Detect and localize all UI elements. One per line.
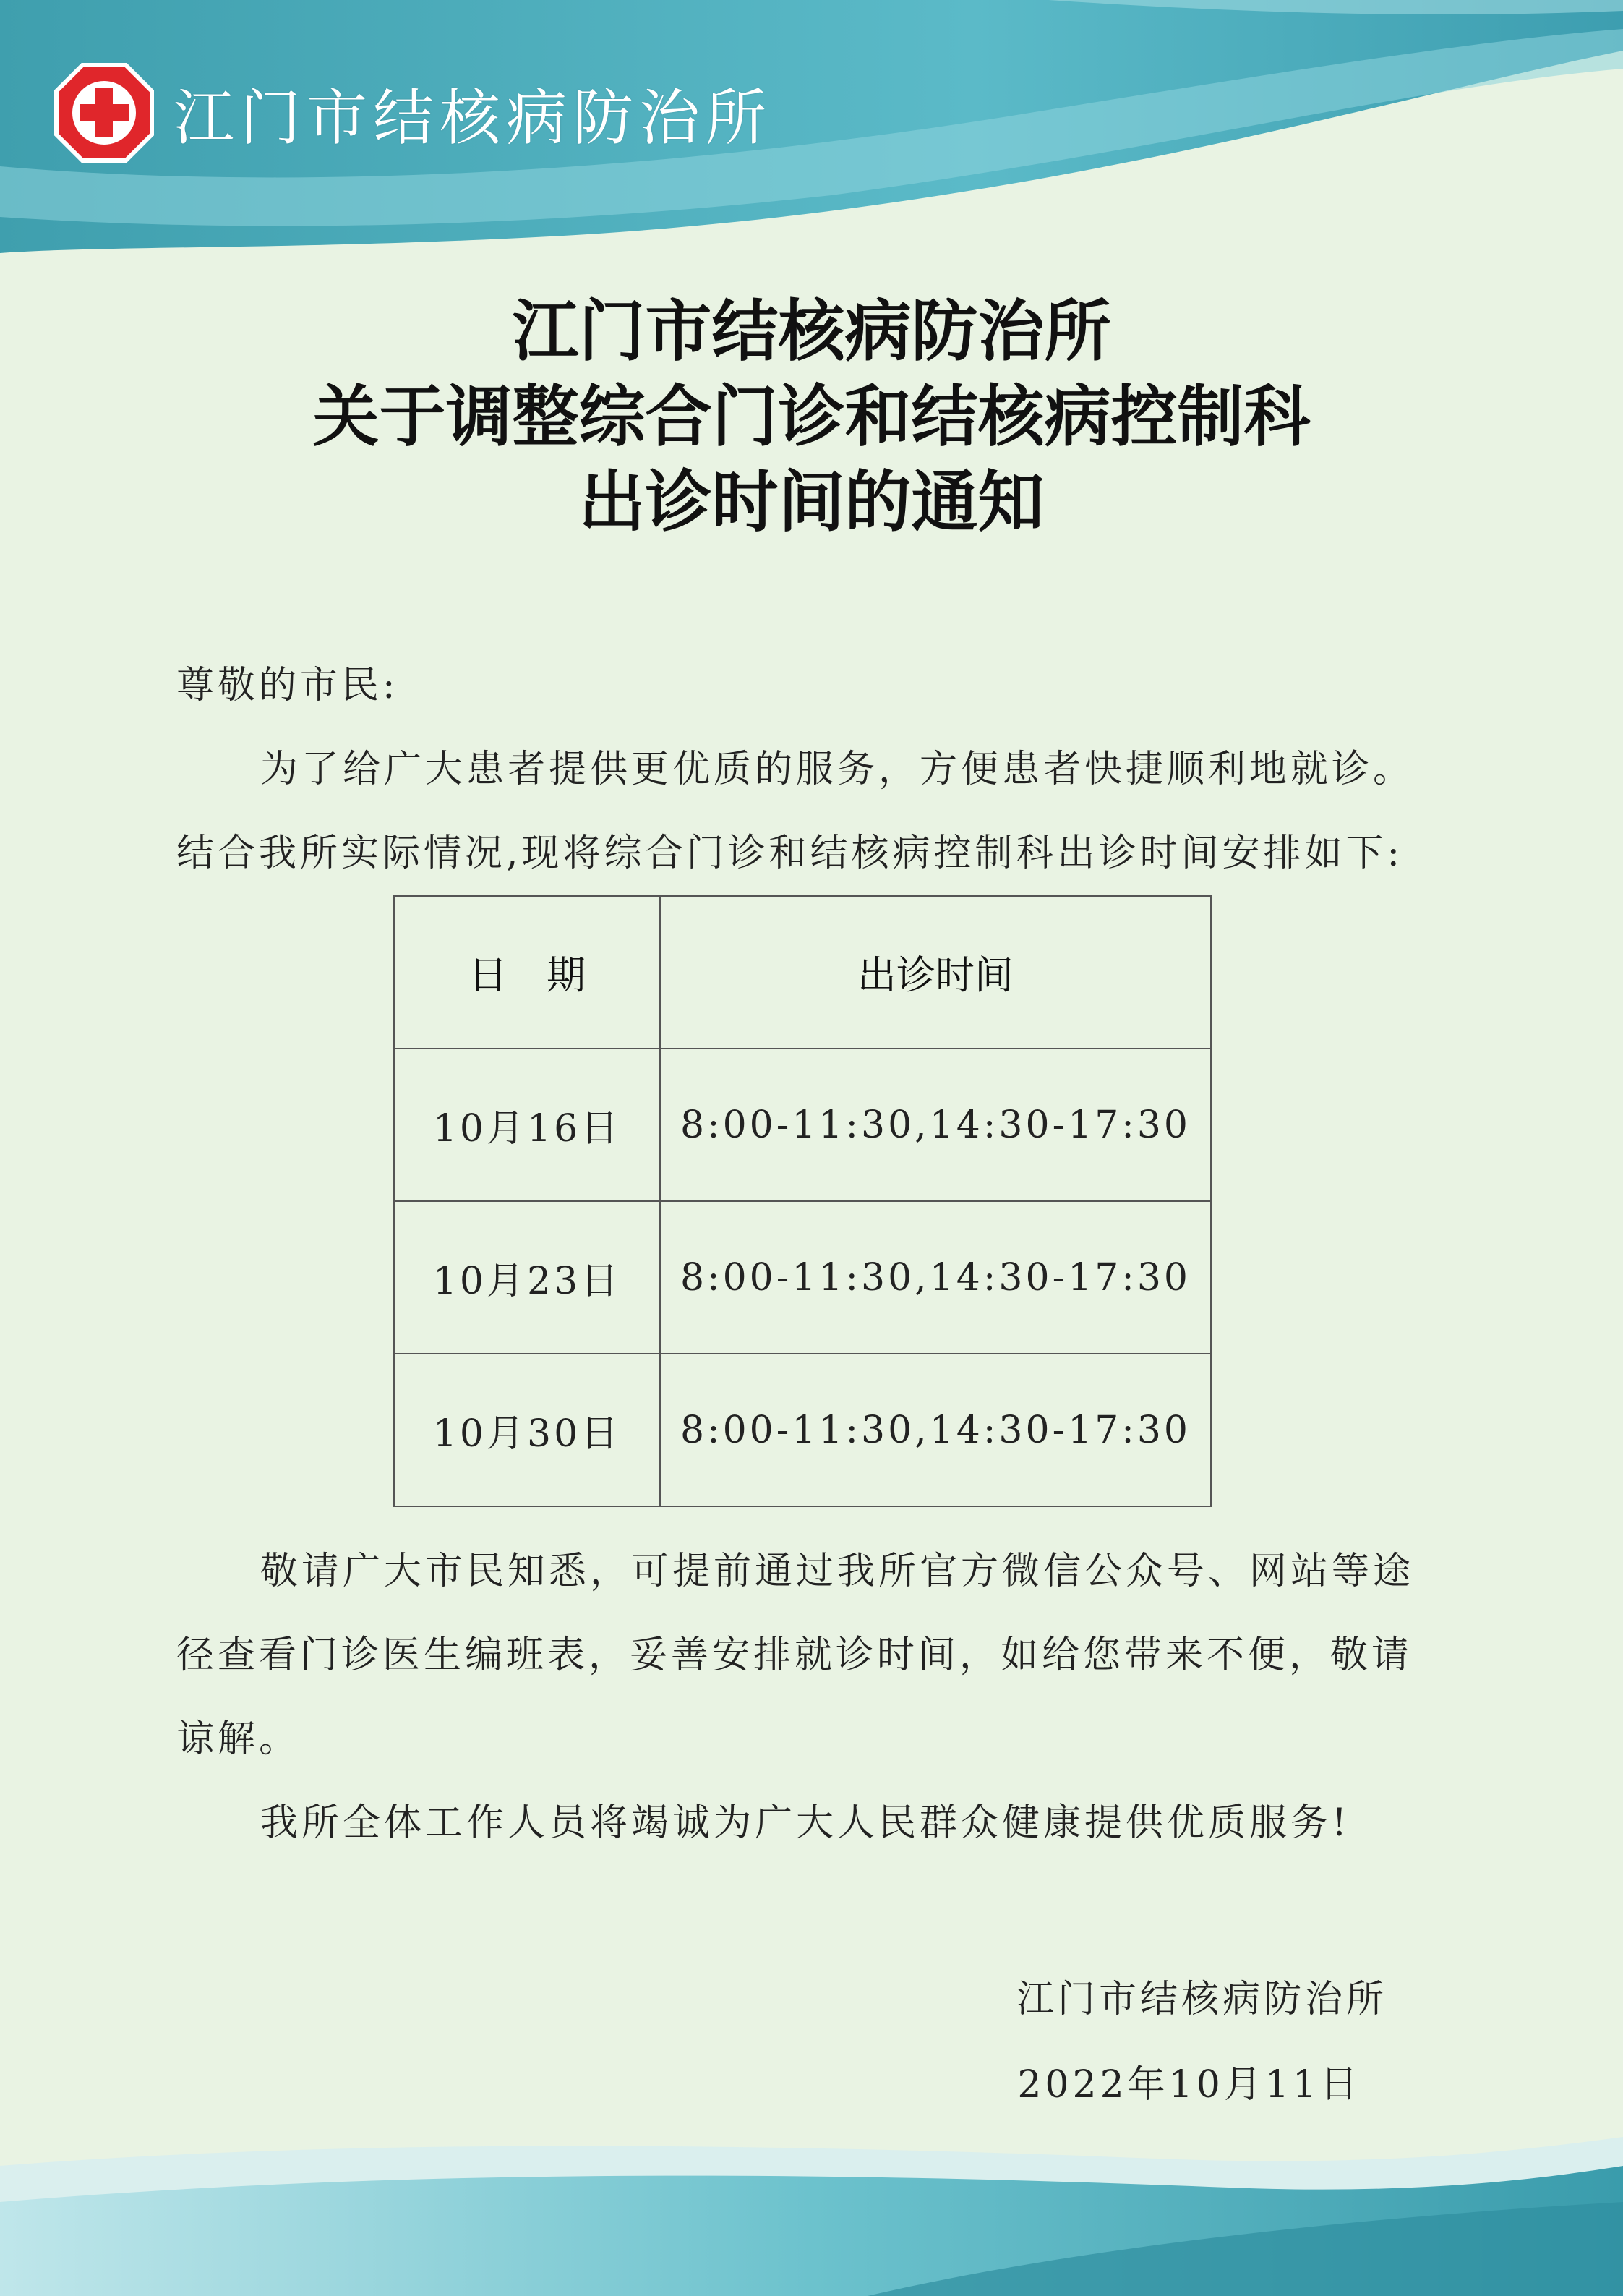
row-date: 10月23日 (394, 1201, 660, 1354)
greeting: 尊敬的市民: (176, 664, 399, 707)
title-line-3: 出诊时间的通知 (578, 464, 1045, 541)
table-row (394, 1201, 1211, 1354)
row-date: 10月16日 (394, 1049, 660, 1201)
row-date: 10月30日 (394, 1354, 660, 1506)
signature-date: 2022年10月11日 (1017, 2063, 1361, 2107)
closing-paragraph: 我所全体工作人员将竭诚为广大人民群众健康提供优质服务! (260, 1801, 1350, 1845)
title-line-2: 关于调整综合门诊和结核病控制科 (312, 378, 1311, 456)
footer-wave-banner (0, 2122, 1623, 2296)
table-header-row (394, 896, 1211, 1049)
red-cross-icon (53, 62, 155, 163)
row-time: 8:00-11:30,14:30-17:30 (660, 1354, 1211, 1506)
header-time: 出诊时间 (660, 896, 1211, 1049)
row-time: 8:00-11:30,14:30-17:30 (660, 1201, 1211, 1354)
row-time: 8:00-11:30,14:30-17:30 (660, 1049, 1211, 1201)
table-row (394, 1354, 1211, 1506)
header-date: 日 期 (394, 896, 660, 1049)
title-line-1: 江门市结核病防治所 (512, 293, 1111, 370)
logo-text: 江门市结核病防治所 (174, 82, 773, 153)
schedule-table (393, 895, 1212, 1507)
notice-paragraph: 敬请广大市民知悉，可提前通过我所官方微信公众号、网站等途径查看门诊医生编班表，妥善安排就诊时间，如给您带来不便，敬请谅解。 (176, 1550, 1415, 1761)
intro-paragraph: 为了给广大患者提供更优质的服务，方便患者快捷顺利地就诊。结合我所实际情况,现将综合门诊和结核病控制科出诊时间安排如下: (176, 748, 1415, 875)
table-row (394, 1049, 1211, 1201)
signature-organization: 江门市结核病防治所 (1016, 1978, 1387, 2021)
notice-title (0, 289, 1623, 545)
header-logo (53, 62, 772, 163)
